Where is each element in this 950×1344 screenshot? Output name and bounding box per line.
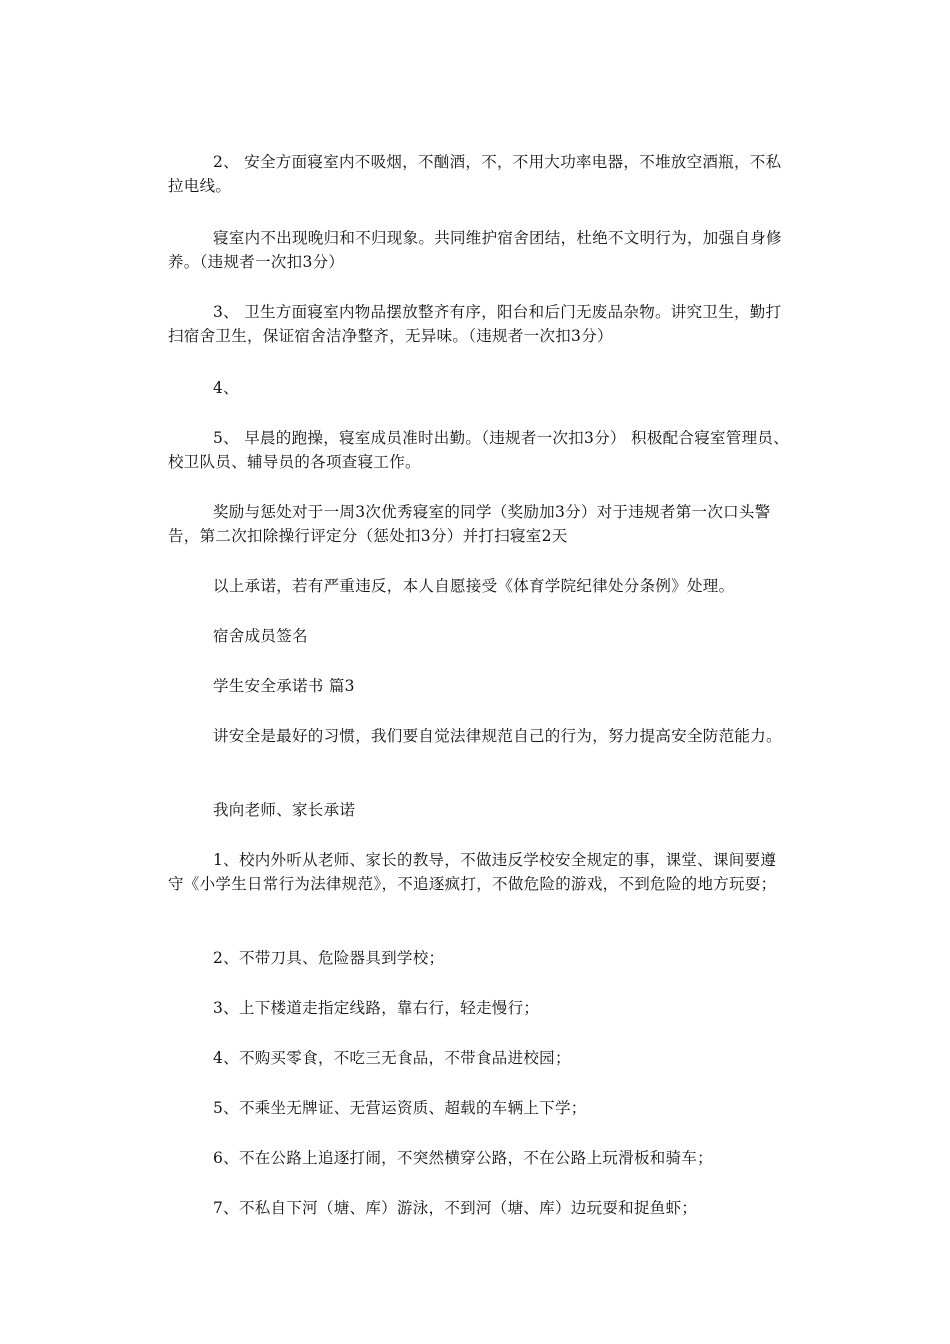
paragraph-item-4: 4、: [213, 379, 239, 397]
paragraph-rewards-penalties: 奖励与惩处对于一周3次优秀寝室的同学（奖励加3分）对于违规者第一次口头警告，第二次扣除操行评定分（惩处扣3分）并打扫寝室2天: [168, 503, 771, 545]
list-item-7: 7、不私自下河（塘、库）游泳，不到河（塘、库）边玩耍和捉鱼虾；: [213, 1199, 698, 1217]
paragraph-hygiene: 3、 卫生方面寝室内物品摆放整齐有序，阳台和后门无废品杂物。讲究卫生，勤打扫宿舍卫生，保证宿舍洁净整齐，无异味。（违规者一次扣3分）: [168, 303, 782, 345]
paragraph-safety-rules: 2、 安全方面寝室内不吸烟，不酗酒，不，不用大功率电器，不堆放空酒瓶，不私拉电线。: [168, 153, 782, 195]
paragraph-morning-run: 5、 早晨的跑操，寝室成员准时出勤。（违规者一次扣3分） 积极配合寝室管理员、校卫队员、辅导员的各项查寝工作。: [168, 429, 790, 471]
paragraph-signature-line: 宿舍成员签名: [213, 627, 308, 645]
list-item-4: 4、不购买零食，不吃三无食品，不带食品进校园；: [213, 1049, 571, 1067]
list-item-5: 5、不乘坐无牌证、无营运资质、超载的车辆上下学；: [213, 1099, 587, 1117]
paragraph-intro: 讲安全是最好的习惯，我们要自觉法律规范自己的行为，努力提高安全防范能力。: [213, 727, 782, 745]
list-item-2: 2、不带刀具、危险器具到学校；: [213, 949, 445, 967]
list-item-1: 1、校内外听从老师、家长的教导，不做违反学校安全规定的事，课堂、课间要遵守《小学生日常行为法律规范》，不追逐疯打，不做危险的游戏，不到危险的地方玩耍；: [168, 851, 777, 893]
list-item-3: 3、上下楼道走指定线路，靠右行，轻走慢行；: [213, 999, 540, 1017]
paragraph-pledge-to: 我向老师、家长承诺: [213, 801, 356, 819]
list-item-6: 6、不在公路上追逐打闹，不突然横穿公路，不在公路上玩滑板和骑车；: [213, 1149, 713, 1167]
section-heading: 学生安全承诺书 篇3: [213, 677, 355, 695]
paragraph-curfew: 寝室内不出现晚归和不归现象。共同维护宿舍团结，杜绝不文明行为，加强自身修养。（违规者一次扣3分）: [168, 229, 782, 271]
paragraph-pledge-statement: 以上承诺，若有严重违反，本人自愿接受《体育学院纪律处分条例》处理。: [213, 577, 735, 595]
